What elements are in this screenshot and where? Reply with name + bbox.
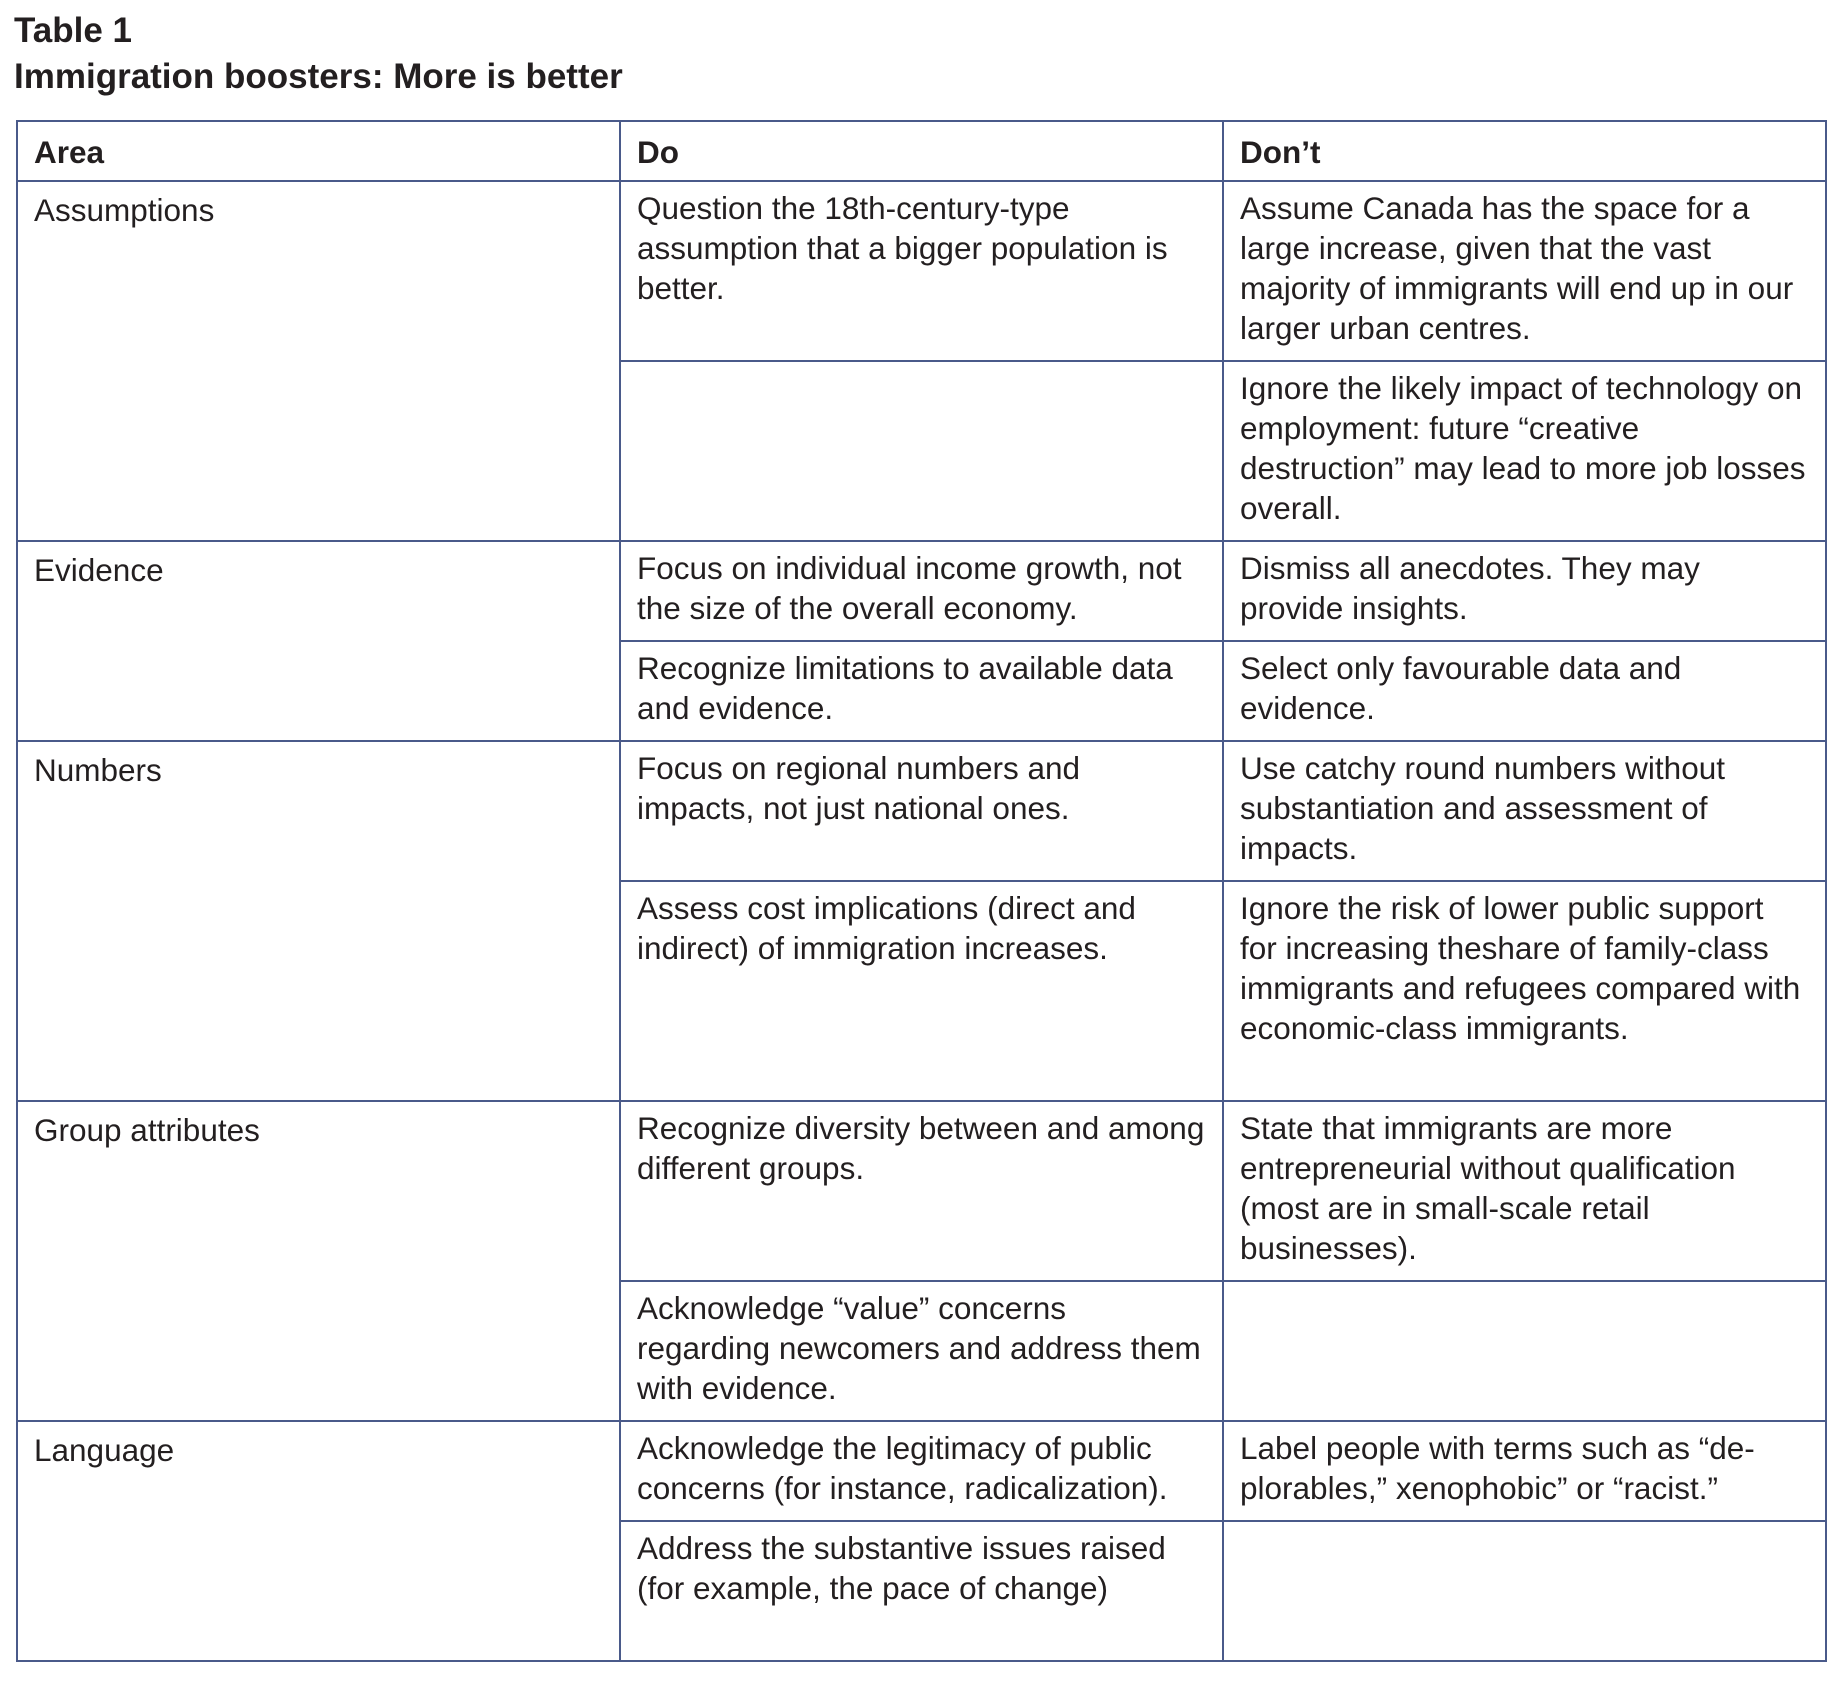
table-row — [17, 741, 1826, 881]
do-cell: Acknowledge “value” concerns regarding newcomers and address them with evidence. — [620, 1281, 1223, 1421]
header-row — [17, 121, 1826, 181]
do-cell: Recognize limitations to available data and evidence. — [620, 641, 1223, 741]
do-cell: Recognize diversity between and among different groups. — [620, 1101, 1223, 1281]
do-cell: Focus on individual income growth, not the size of the overall economy. — [620, 541, 1223, 641]
do-cell: Address the substantive issues raised (for example, the pace of change) — [620, 1521, 1223, 1661]
dont-cell: Ignore the likely impact of technology on employment: future “creative destruction” may lead to more job losses overall. — [1223, 361, 1826, 541]
table-row — [17, 1421, 1826, 1521]
header-do: Do — [620, 121, 1223, 181]
table-row — [17, 181, 1826, 361]
do-cell: Focus on regional numbers and impacts, not just national ones. — [620, 741, 1223, 881]
dont-cell: Label people with terms such as “de-plorables,” xenophobic” or “racist.” — [1223, 1421, 1826, 1521]
dont-cell — [1223, 1521, 1826, 1661]
do-cell — [620, 361, 1223, 541]
header-area: Area — [17, 121, 620, 181]
area-cell-group-attributes: Group attributes — [17, 1101, 620, 1421]
dont-cell: Select only favourable data and evidence. — [1223, 641, 1826, 741]
dont-cell: Dismiss all anecdotes. They may provide insights. — [1223, 541, 1826, 641]
dont-cell — [1223, 1281, 1826, 1421]
do-dont-table — [16, 120, 1827, 1662]
dont-cell: Ignore the risk of lower public support for increasing theshare of family-class immigrants and refugees compared with economic-class immigrants. — [1223, 881, 1826, 1101]
area-cell-evidence: Evidence — [17, 541, 620, 741]
table-caption — [14, 8, 623, 100]
area-cell-numbers: Numbers — [17, 741, 620, 1101]
do-cell: Question the 18th-century-type assumption that a bigger population is better. — [620, 181, 1223, 361]
dont-cell: Use catchy round numbers without substantiation and assessment of impacts. — [1223, 741, 1826, 881]
table-number: Table 1 — [14, 11, 133, 50]
do-cell: Acknowledge the legitimacy of public concerns (for instance, radicalization). — [620, 1421, 1223, 1521]
header-dont: Don’t — [1223, 121, 1826, 181]
do-cell: Assess cost implications (direct and indirect) of immigration increases. — [620, 881, 1223, 1101]
table-title: Immigration boosters: More is better — [14, 57, 623, 96]
dont-cell: State that immigrants are more entrepreneurial without qualification (most are in small-scale retail businesses). — [1223, 1101, 1826, 1281]
dont-cell: Assume Canada has the space for a large increase, given that the vast majority of immigrants will end up in our larger urban centres. — [1223, 181, 1826, 361]
area-cell-language: Language — [17, 1421, 620, 1661]
table-row — [17, 541, 1826, 641]
table-row — [17, 1101, 1826, 1281]
area-cell-assumptions: Assumptions — [17, 181, 620, 541]
